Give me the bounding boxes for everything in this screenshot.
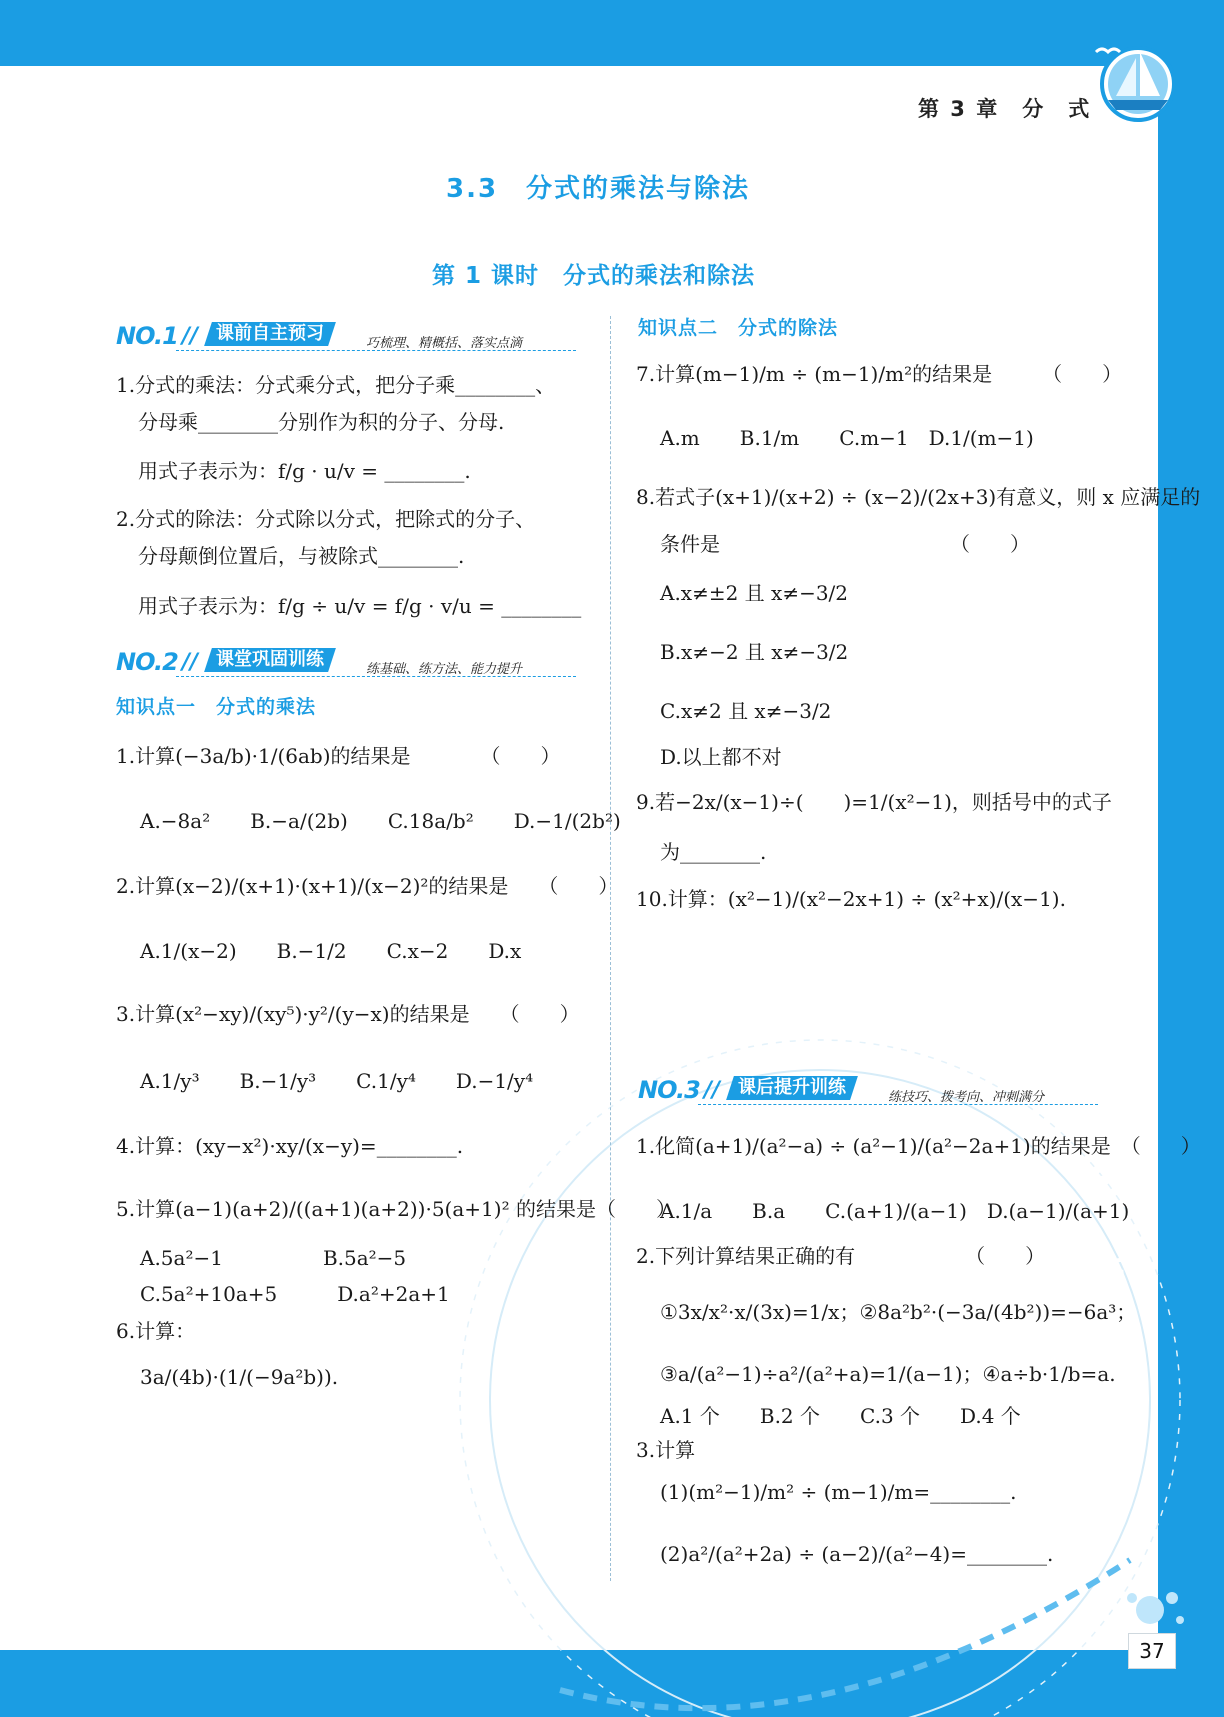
no1-dashed-line xyxy=(176,350,576,351)
no3-subtitle: 练技巧、拨考向、冲刺满分 xyxy=(888,1090,1045,1105)
q2: 2.计算(x−2)/(x+1)·(x+1)/(x−2)²的结果是 （ ） xyxy=(116,874,619,898)
no3-q3-part-2: (2)a²/(a²+2a) ÷ (a−2)/(a²−4)=________. xyxy=(660,1542,1054,1566)
sailboat-icon xyxy=(1096,48,1174,120)
no1-line-5: 分母颠倒位置后，与被除式________. xyxy=(138,544,465,568)
no3-q1-options: A.1/a B.a C.(a+1)/(a−1) D.(a−1)/(a+1) xyxy=(660,1199,1130,1223)
chapter-heading: 第 3 章 分 式 xyxy=(918,97,1092,121)
page-number: 37 xyxy=(1128,1633,1176,1669)
no3-dashed-line xyxy=(698,1104,1098,1105)
no1-subtitle: 巧梳理、精概括、落实点滴 xyxy=(366,336,523,351)
no3-title: 课后提升训练 xyxy=(738,1077,846,1098)
q1-options: A.−8a² B.−a/(2b) C.18a/b² D.−1/(2b²) xyxy=(140,809,621,833)
no1-title-box xyxy=(204,322,336,346)
q8-option-d: D.以上都不对 xyxy=(660,745,782,769)
q4: 4.计算：(xy−x²)·xy/(x−y)=________. xyxy=(116,1134,464,1158)
section-title: 3.3 分式的乘法与除法 xyxy=(446,174,751,204)
q9: 9.若−2x/(x−1)÷( )=1/(x²−1)，则括号中的式子 xyxy=(636,790,1112,814)
column-divider xyxy=(610,316,611,1581)
q8: 8.若式子(x+1)/(x+2) ÷ (x−2)/(2x+3)有意义，则 x 应满足的 xyxy=(636,485,1201,509)
q7-options: A.m B.1/m C.m−1 D.1/(m−1) xyxy=(660,426,1034,450)
no3-q2-options: A.1 个 B.2 个 C.3 个 D.4 个 xyxy=(660,1404,1021,1428)
q2-options: A.1/(x−2) B.−1/2 C.x−2 D.x xyxy=(140,939,522,963)
no2-label: NO.2 xyxy=(116,648,178,676)
q6: 6.计算： xyxy=(116,1319,196,1343)
q7: 7.计算(m−1)/m ÷ (m−1)/m²的结果是 （ ） xyxy=(636,362,1123,386)
lesson-title: 第 1 课时 分式的乘法和除法 xyxy=(432,263,756,289)
q8-option-b: B.x≠−2 且 x≠−3/2 xyxy=(660,640,849,664)
no3-q2-items-34: ③a/(a²−1)÷a²/(a²+a)=1/(a−1)；④a÷b·1/b=a. xyxy=(660,1362,1116,1386)
no3-banner xyxy=(638,1076,1098,1106)
banner-slashes: // xyxy=(182,650,199,675)
no1-title: 课前自主预习 xyxy=(216,323,324,344)
q3-options: A.1/y³ B.−1/y³ C.1/y⁴ D.−1/y⁴ xyxy=(140,1069,534,1093)
no3-q1: 1.化简(a+1)/(a²−a) ÷ (a²−1)/(a²−2a+1)的结果是 （ ） xyxy=(636,1134,1201,1158)
no3-title-box xyxy=(726,1076,858,1100)
no2-title: 课堂巩固训练 xyxy=(216,649,324,670)
no1-line-4: 2.分式的除法：分式除以分式，把除式的分子、 xyxy=(116,507,536,531)
knowledge-point-1: 知识点一 分式的乘法 xyxy=(116,696,317,718)
no1-line-6: 用式子表示为：f/g ÷ u/v = f/g · v/u = ________ xyxy=(138,594,582,618)
q6-expression: 3a/(4b)·(1/(−9a²b)). xyxy=(140,1365,339,1389)
no3-q3-part-1: (1)(m²−1)/m² ÷ (m−1)/m=________. xyxy=(660,1480,1017,1504)
q3: 3.计算(x²−xy)/(xy⁵)·y²/(y−x)的结果是 （ ） xyxy=(116,1002,580,1026)
q8-line-2: 条件是 （ ） xyxy=(660,532,1030,556)
no1-line-2: 分母乘________分别作为积的分子、分母. xyxy=(138,410,505,434)
no2-banner xyxy=(116,648,576,678)
no1-line-3: 用式子表示为：f/g · u/v = ________. xyxy=(138,459,471,483)
banner-slashes: // xyxy=(182,324,199,349)
q5-options-cd: C.5a²+10a+5 D.a²+2a+1 xyxy=(140,1282,450,1306)
no3-q2: 2.下列计算结果正确的有 （ ） xyxy=(636,1244,1046,1268)
no3-q2-items-12: ①3x/x²·x/(3x)=1/x；②8a²b²·(−3a/(4b²))=−6a³； xyxy=(660,1300,1137,1324)
no2-dashed-line xyxy=(176,676,576,677)
q5-options-ab: A.5a²−1 B.5a²−5 xyxy=(140,1246,407,1270)
no1-line-1: 1.分式的乘法：分式乘分式，把分子乘________、 xyxy=(116,373,556,397)
splash-icon xyxy=(1127,1592,1184,1624)
q8-option-c: C.x≠2 且 x≠−3/2 xyxy=(660,699,832,723)
banner-slashes: // xyxy=(704,1078,721,1103)
q9-line-2: 为________. xyxy=(660,840,767,864)
q5: 5.计算(a−1)(a+2)/((a+1)(a+2))·5(a+1)² 的结果是（ ） xyxy=(116,1197,676,1221)
no3-label: NO.3 xyxy=(638,1076,700,1104)
no1-label: NO.1 xyxy=(116,322,178,350)
q10: 10.计算：(x²−1)/(x²−2x+1) ÷ (x²+x)/(x−1). xyxy=(636,887,1066,911)
no2-title-box xyxy=(204,648,336,672)
q8-option-a: A.x≠±2 且 x≠−3/2 xyxy=(660,581,849,605)
no2-subtitle: 练基础、练方法、能力提升 xyxy=(366,662,523,677)
no1-banner xyxy=(116,322,576,352)
q1: 1.计算(−3a/b)·1/(6ab)的结果是 （ ） xyxy=(116,744,561,768)
no3-q3: 3.计算 xyxy=(636,1438,696,1462)
knowledge-point-2: 知识点二 分式的除法 xyxy=(638,317,839,339)
